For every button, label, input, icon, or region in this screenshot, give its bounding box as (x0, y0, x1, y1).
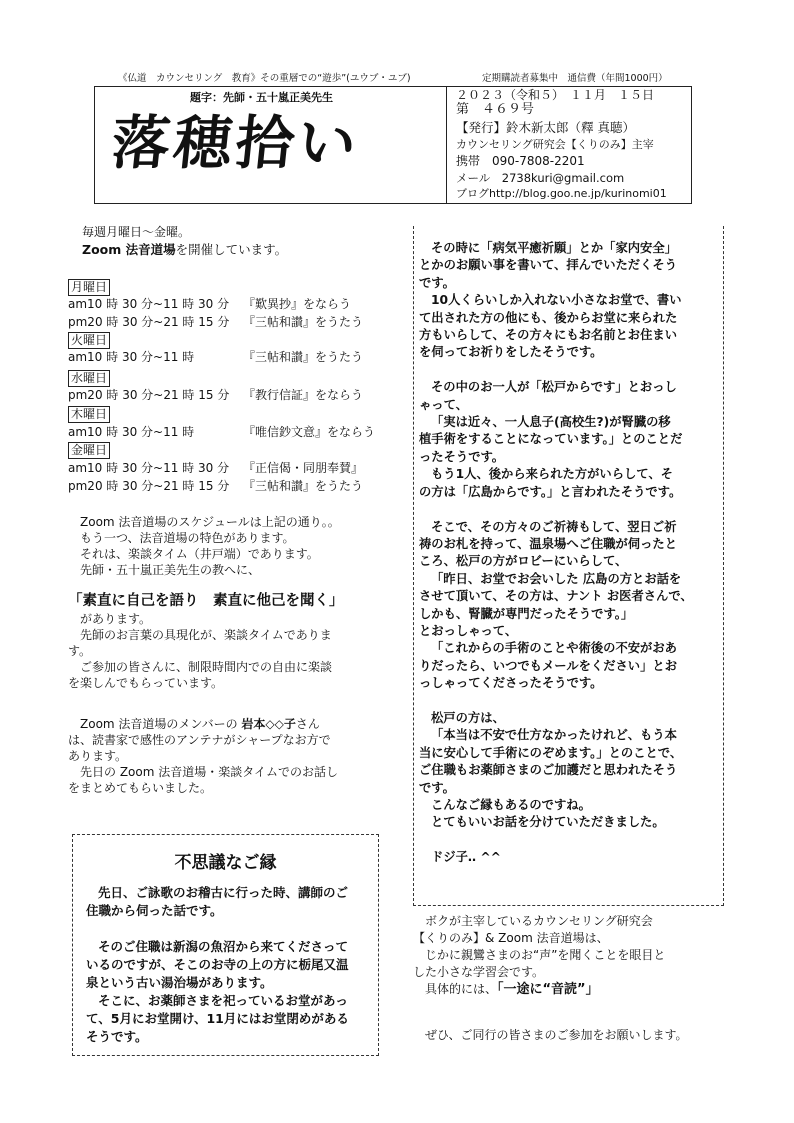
story-line: その時に「病気平癒祈願」とか「家内安全」 (431, 241, 677, 255)
story-line: しかも、腎臓が専門だったそうです。」 (419, 606, 634, 621)
phone: 携帯 090-7808-2201 (456, 154, 585, 168)
text-line: Zoom 法音道場のスケジュールは上記の通り。。 (80, 515, 340, 529)
organization: カウンセリング研究会【くりのみ】主宰 (456, 138, 654, 151)
schedule-text: 『教行信証』をならう (243, 388, 364, 402)
schedule-time: am10 時 30 分~11 時 30 分 (68, 461, 230, 475)
schedule-time: am10 時 30 分~11 時 (68, 350, 195, 364)
closing-emphasis: 「一途に“音読”」 (497, 982, 599, 997)
closing-request: ぜひ、ご同行の皆さまのご参加をお願いします。 (425, 1028, 688, 1042)
story-line (86, 920, 368, 938)
story-line: そうです。 (86, 1029, 148, 1044)
story-line: ご住職もお薬師さまのご加護だと思われたそう (419, 763, 678, 778)
calligraphy-credit: 題字：先師・五十嵐正美先生 (190, 91, 333, 104)
story-title: 不思議なご縁 (174, 853, 277, 873)
text-line: 【くりのみ】& Zoom 法音道場は、 (413, 931, 609, 945)
story-line: 「昨日、お堂でお会いした 広島の方とお話を (431, 571, 682, 586)
schedule-text: 『正信偈・同朋奉賛』 (243, 461, 364, 475)
text-line: もう一つ、法音道場の特色があります。 (80, 531, 295, 545)
story-line: 泉という古い湯治場があります。 (86, 975, 273, 990)
story-line: とかのお願い事を書いて、拝んでいただくそう (419, 258, 677, 273)
story-line: 当に安心して手術にのぞめます。」とのことで、 (419, 745, 683, 760)
story-line: そこに、お薬師さまを祀っているお堂があっ (98, 993, 348, 1008)
blog-url[interactable]: ブログhttp://blog.goo.ne.jp/kurinomi01 (456, 187, 667, 200)
schedule-time: pm20 時 30 分~21 時 15 分 (68, 315, 230, 329)
paragraph-schedule-note (68, 514, 388, 578)
subscription-notice: 定期購読者募集中 通信費（年間1000円） (482, 73, 668, 84)
schedule-time: am10 時 30 分~11 時 (68, 425, 195, 439)
issue-number: 第 ４６９号 (456, 102, 535, 117)
day-label-tuesday: 火曜日 (68, 332, 110, 349)
schedule-time: am10 時 30 分~11 時 30 分 (68, 297, 230, 311)
member-lead: Zoom 法音道場のメンバーの (80, 717, 242, 731)
story-author: ドジ子‥ ^^ (431, 850, 501, 865)
text-line: があります。 (80, 612, 152, 626)
text-line: す。 (68, 644, 92, 658)
story-line: て、5月にお堂開け、11月にはお堂閉めがある (86, 1011, 349, 1026)
text-line: 先師のお言葉の具現化が、楽談タイムでありま (80, 628, 332, 642)
story-line: 方もいらして、その方々にもお名前とお住まい (419, 328, 677, 343)
story-line (419, 693, 719, 710)
text-line: 先師・五十嵐正美先生の教へに、 (80, 563, 261, 577)
story-line: 「本当は不安で仕方なかったけれど、もう本 (431, 728, 677, 743)
story-line: 10人くらいしか入れない小さなお堂で、書い (431, 293, 682, 308)
schedule-text: 『三帖和讃』をうたう (243, 350, 364, 364)
story-line: ゃって、 (419, 397, 468, 412)
story-line: 先日、ご詠歌のお稽古に行った時、講師のご (98, 885, 349, 900)
publisher: 【発行】鈴木新太郎（釋 真聴） (456, 120, 635, 135)
story-line: 住職から伺った話です。 (86, 903, 223, 918)
story-line: もう1人、後から来られた方がいらして、そ (431, 467, 673, 482)
text-line (68, 716, 388, 732)
motto-text: 《仏道 カウンセリング 教育》その重層での“遊歩”(ユウブ・ユブ) (118, 73, 411, 84)
intro-zoom-rest: を開催しています。 (175, 242, 288, 257)
text-line: それは、楽談タイム（井戸端）であります。 (80, 547, 319, 561)
text-line (413, 981, 728, 998)
story-line: 祷のお札を持って、温泉場へご住職が伺ったと (419, 536, 677, 551)
intro-line: 毎週月曜日～金曜。 (82, 225, 191, 239)
schedule-text: 『唯信鈔文意』をならう (243, 425, 376, 439)
masthead-title: 落穂拾い (108, 109, 364, 177)
paragraph-member (68, 716, 388, 796)
story-line: とてもいいお話を分けていただきました。 (431, 815, 665, 830)
story-line: っしゃってくださったそうです。 (419, 676, 603, 691)
story-line: ころ、松戸の方がロビーにいらして、 (419, 554, 628, 569)
text-line: 先日の Zoom 法音道場・楽談タイムでのお話し (80, 765, 338, 779)
story-continuation (419, 240, 719, 867)
story-line: です。 (419, 780, 455, 795)
text-line: を楽しんでもらっています。 (68, 676, 224, 690)
zoom-dojo-name: Zoom 法音道場 (82, 242, 176, 257)
email[interactable]: メール 2738kuri@gmail.com (456, 171, 625, 185)
story-line: を伺ってお祈りをしたそうです。 (419, 345, 603, 360)
closing-paragraph (413, 913, 728, 998)
story-line (419, 832, 719, 849)
intro-zoom (82, 242, 402, 258)
day-label-thursday: 木曜日 (68, 406, 110, 423)
day-label-wednesday: 水曜日 (68, 370, 110, 387)
closing-lead: 具体的には、 (425, 982, 498, 996)
text-line: した小さな学習会です。 (413, 965, 545, 979)
member-tail: さん (295, 717, 320, 731)
paragraph-teaching (68, 611, 388, 691)
story-line: 植手術をすることになっています。」とのことだ (419, 432, 683, 447)
story-line: です。 (419, 275, 455, 290)
story-line: て出された方の他にも、後からお堂に来られた (419, 310, 678, 325)
text-line: ボクが主宰しているカウンセリング研究会 (425, 914, 653, 928)
schedule-time: pm20 時 30 分~21 時 15 分 (68, 388, 230, 402)
story-line: そこで、その方々のご祈祷もして、翌日ご祈 (431, 519, 677, 534)
story-line (419, 501, 719, 518)
text-line: ご参加の皆さんに、制限時間内での自由に楽談 (80, 660, 333, 674)
text-line: あります。 (68, 749, 128, 763)
story-line: その中のお一人が「松戸からです」とおっし (431, 380, 677, 395)
teaching-quote: 「素直に自己を語り 素直に他己を聞く」 (68, 593, 344, 609)
story-line: りだったら、いつでもメールをください」とお (419, 658, 677, 673)
story-line: とおっしゃって、 (419, 623, 518, 638)
issue-date: ２０２３（令和５） １１月 １５日 (456, 88, 655, 102)
schedule-text: 『三帖和讃』をうたう (243, 479, 364, 493)
day-label-friday: 金曜日 (68, 442, 110, 459)
masthead-divider (446, 86, 447, 204)
schedule-text: 『三帖和讃』をうたう (243, 315, 364, 329)
story-line: ったそうです。 (419, 449, 505, 464)
story-line: いるのですが、そこのお寺の上の方に栃尾又温 (86, 957, 349, 972)
story-line: の方は「広島からです。」と言われたそうです。 (419, 484, 682, 499)
text-line: をまとめてもらいました。 (68, 781, 213, 795)
story-line: 「これからの手術のことや術後の不安がおあ (431, 641, 677, 656)
story-line (419, 362, 719, 379)
schedule-time: pm20 時 30 分~21 時 15 分 (68, 479, 230, 493)
story-line: そのご住職は新潟の魚沼から来てくださって (98, 939, 349, 954)
text-line: は、読書家で感性のアンテナがシャープなお方で (68, 733, 331, 747)
text-line: じかに親鸞さまのお“声”を聞くことを眼目と (425, 948, 666, 962)
member-name: 岩本◇◇子 (241, 717, 296, 731)
story-line: こんなご縁もあるのですね。 (431, 798, 591, 812)
schedule-text: 『歎異抄』をならう (243, 297, 352, 311)
story-line: 松戸の方は、 (431, 710, 505, 725)
story-body (86, 884, 368, 1046)
story-line: 「実は近々、一人息子(高校生?)が腎臓の移 (431, 415, 671, 430)
story-line: させて頂いて、その方は、ナント お医者さんで、 (419, 589, 693, 604)
day-label-monday: 月曜日 (68, 279, 110, 296)
